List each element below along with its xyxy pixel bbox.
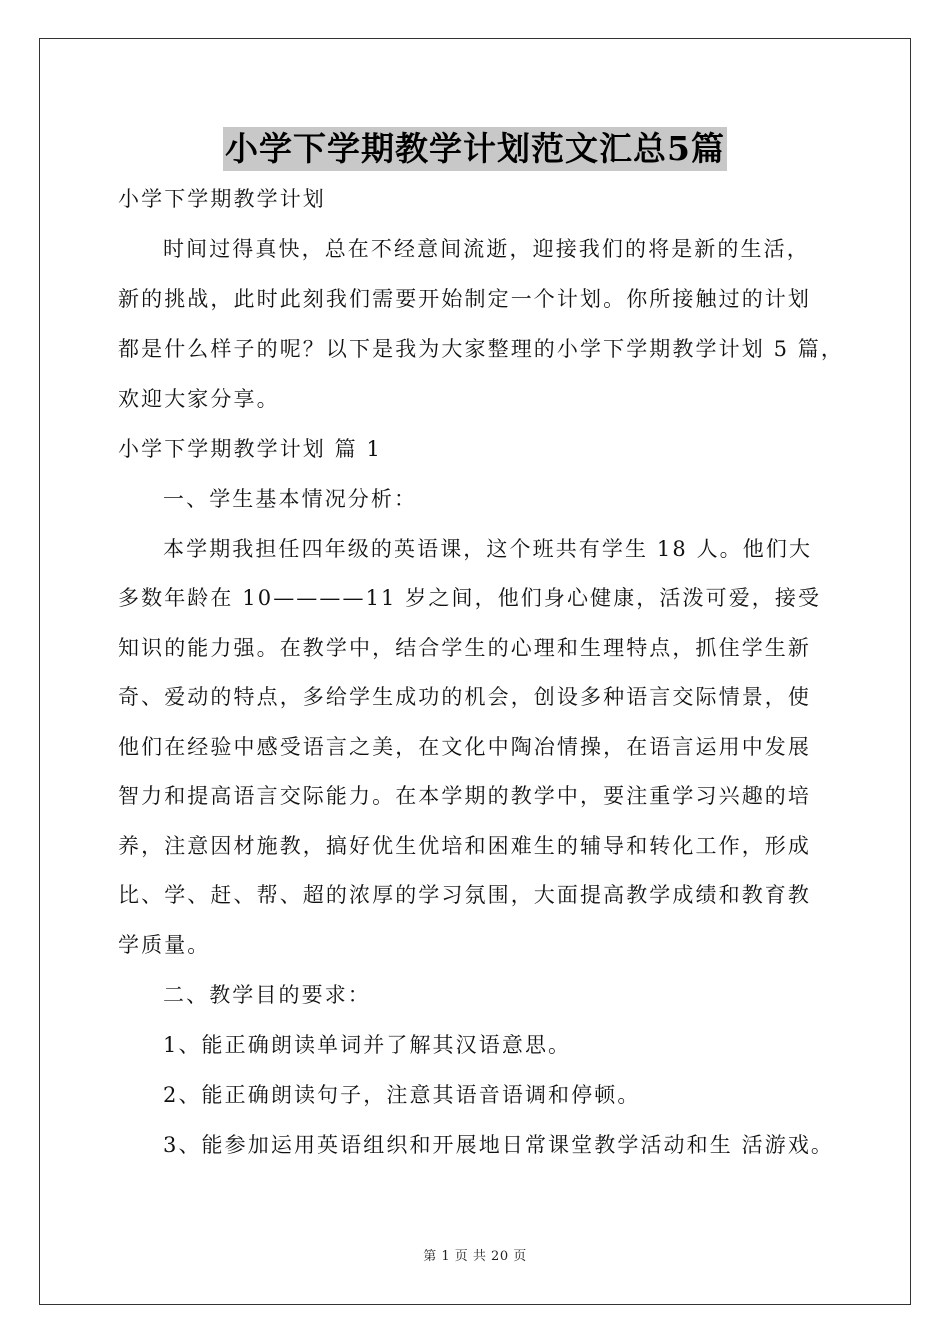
page-footer: 第 1 页 共 20 页	[423, 1249, 527, 1264]
section1-line-1: 本学期我担任四年级的英语课，这个班共有学生 18 人。他们大	[163, 537, 813, 561]
intro-line-4: 欢迎大家分享。	[118, 387, 280, 411]
document-title-text: 小学下学期教学计划范文汇总5篇	[223, 127, 727, 171]
document-title	[0, 127, 950, 177]
section1-line-9: 学质量。	[118, 933, 211, 957]
section1-line-4: 奇、爱动的特点，多给学生成功的机会，创设多种语言交际情景，使	[118, 685, 811, 709]
section2-item-2: 2、能正确朗读句子，注意其语音语调和停顿。	[163, 1083, 641, 1107]
page-border	[39, 38, 911, 1305]
section2-heading: 二、教学目的要求：	[163, 983, 371, 1007]
section1-line-5: 他们在经验中感受语言之美，在文化中陶冶情操，在语言运用中发展	[118, 735, 811, 759]
subheading: 小学下学期教学计划	[118, 187, 326, 211]
intro-line-1: 时间过得真快，总在不经意间流逝，迎接我们的将是新的生活，	[163, 237, 810, 261]
section1-line-8: 比、学、赶、帮、超的浓厚的学习氛围，大面提高教学成绩和教育教	[118, 883, 811, 907]
intro-line-3: 都是什么样子的呢？以下是我为大家整理的小学下学期教学计划 5 篇，	[118, 337, 845, 361]
intro-line-2: 新的挑战，此时此刻我们需要开始制定一个计划。你所接触过的计划	[118, 287, 811, 311]
section1-line-3: 知识的能力强。在教学中，结合学生的心理和生理特点，抓住学生新	[118, 636, 811, 660]
section1-line-6: 智力和提高语言交际能力。在本学期的教学中，要注重学习兴趣的培	[118, 784, 811, 808]
section1-line-7: 养，注意因材施教，搞好优生优培和困难生的辅导和转化工作，形成	[118, 834, 811, 858]
section1-heading: 一、学生基本情况分析：	[163, 487, 418, 511]
section-heading: 小学下学期教学计划 篇 1	[118, 437, 383, 461]
section2-item-1: 1、能正确朗读单词并了解其汉语意思。	[163, 1033, 572, 1057]
section2-item-3: 3、能参加运用英语组织和开展地日常课堂教学活动和生 活游戏。	[163, 1133, 835, 1157]
section1-line-2: 多数年龄在 10————11 岁之间，他们身心健康，活泼可爱，接受	[118, 586, 822, 610]
